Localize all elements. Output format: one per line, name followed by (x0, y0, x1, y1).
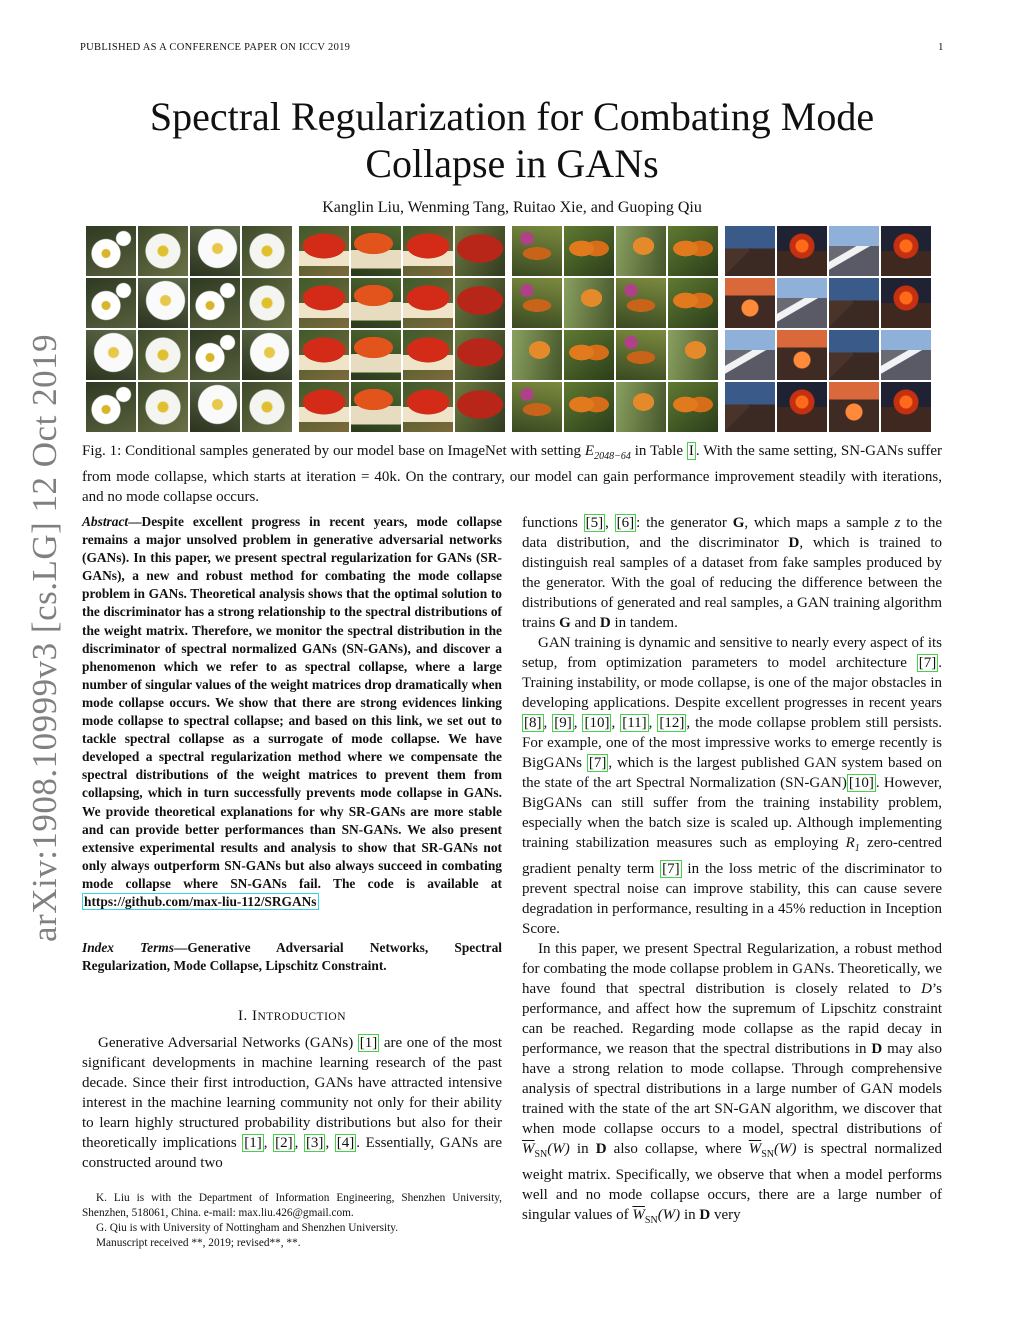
sample-image (564, 278, 614, 328)
citation-link[interactable]: [7] (918, 655, 937, 671)
math-symbol: R (845, 835, 855, 851)
sample-image (777, 330, 827, 380)
sample-image (881, 330, 931, 380)
text: in the loss metric of the discriminator to prevent spectral noise can improve stability, this can cause severe degradation in performance, resulting in a 45% reduction in Inception Score. (522, 861, 942, 937)
sample-image (138, 330, 188, 380)
sample-image (512, 278, 562, 328)
page-number: 1 (938, 41, 944, 53)
sample-image (829, 226, 879, 276)
sample-image (777, 278, 827, 328)
sample-image (403, 382, 453, 432)
text: and (570, 615, 600, 631)
sample-image (351, 226, 401, 276)
text: : the generator (636, 515, 733, 531)
text: ’s performance, and affect how the supremum of Lipschitz constraint can be reached. Regarding mode collapse as the rapid decay in performance, we reason that the spectral distributions in (522, 981, 942, 1057)
text: is spectral normalized weight matrix. Specifically, we observe that when a model performs well and no mode collapse occurs, there are a large number of singular values of (522, 1141, 943, 1223)
sample-image (725, 226, 775, 276)
citation-link[interactable]: [12] (659, 715, 685, 731)
sample-image (616, 278, 666, 328)
math-symbol: D (788, 535, 800, 551)
text: , which is the largest published GAN system based on the state of the art Spectral Normalization (SN-GAN) (522, 755, 942, 791)
running-head: PUBLISHED AS A CONFERENCE PAPER ON ICCV 2019 (80, 42, 351, 53)
caption-math (584, 443, 631, 462)
sample-image (242, 382, 292, 432)
sample-image (455, 278, 505, 328)
sample-image (512, 226, 562, 276)
caption-math-subscript: 2048−64 (594, 451, 631, 462)
citation-link[interactable]: [7] (662, 861, 680, 877)
text: , (648, 715, 658, 731)
footnote-affiliation-qiu: G. Qiu is with University of Nottingham and Shenzhen University. (96, 1222, 399, 1234)
citation-link[interactable]: [7] (588, 755, 607, 771)
sample-image (190, 278, 240, 328)
sample-image (403, 278, 453, 328)
math-wsn (632, 1207, 681, 1226)
sample-image (351, 382, 401, 432)
author-list: Kanglin Liu, Wenming Tang, Ruitao Xie, and Guoping Qiu (322, 199, 702, 216)
section-numeral: I. (237, 1008, 252, 1024)
sample-image (725, 330, 775, 380)
math-subscript: SN (644, 1215, 658, 1226)
sample-image (455, 330, 505, 380)
math-subscript: 1 (854, 843, 860, 854)
text: , (294, 1135, 304, 1151)
sample-image (86, 382, 136, 432)
text: zero-centred gradient penalty term (522, 835, 942, 877)
sample-image (668, 278, 718, 328)
math-symbol: D (921, 981, 932, 997)
text: , (263, 1135, 274, 1151)
index-terms (82, 939, 502, 975)
text: to the data distribution, and the discriminator (522, 515, 942, 551)
sample-image (138, 382, 188, 432)
sample-image (138, 226, 188, 276)
sample-image (86, 330, 136, 380)
math-symbol: z (894, 515, 901, 531)
text: , (605, 515, 615, 531)
math-symbol: $\overline{W}$ (748, 1141, 762, 1157)
text: may also have a strong relation to mode collapse. Through comprehensive analysis of spectral distributions in a large number of GAN models trained with the state of the art SN-GAN algorithm, we discover that when mode collapse occurs to a model, spectral distributions of (522, 1041, 942, 1137)
table-ref-link[interactable]: I (688, 443, 694, 459)
index-terms-body: —Generative Adversarial Networks, Spectral Regularization, Mode Collapse, Lipschitz Constraint. (82, 940, 503, 974)
text: , (573, 715, 583, 731)
sample-image (725, 278, 775, 328)
citation-link[interactable]: [3] (305, 1135, 324, 1151)
sample-image (190, 226, 240, 276)
sample-image (299, 330, 349, 380)
text: , the mode collapse problem still persists. For example, one of the most impressive works to emerge recently is BigGANs (522, 715, 943, 771)
citation-link[interactable]: [9] (554, 715, 572, 731)
math-r1 (845, 835, 860, 854)
figure-panel-mushroom (299, 226, 505, 432)
caption-text: Fig. 1: Conditional samples generated by our model base on ImageNet with setting (82, 443, 585, 459)
sample-image (190, 382, 240, 432)
sample-image (668, 226, 718, 276)
citation-link[interactable]: [5] (585, 515, 604, 531)
paragraph-this-paper (522, 939, 942, 1231)
paper-title (100, 93, 924, 187)
sample-image (455, 226, 505, 276)
caption-math-symbol: E (584, 443, 595, 459)
text: in tandem. (610, 615, 678, 631)
math-subscript: SN (534, 1149, 548, 1160)
sample-image (777, 226, 827, 276)
sample-image (881, 278, 931, 328)
sample-image (829, 278, 879, 328)
sample-image (242, 278, 292, 328)
sample-image (829, 330, 879, 380)
section-smallcaps: NTRODUCTION (257, 1011, 347, 1023)
text: in (569, 1141, 596, 1157)
text: Generative Adversarial Networks (GANs) (98, 1035, 358, 1051)
caption-text: . With the same setting, SN-GANs suffer from mode collapse, which starts at iteration = 40k. On the contrary, our model can gain performance improvement steadily with iterations, and no mode collapse occurs. (82, 443, 943, 505)
sample-image (138, 278, 188, 328)
math-argument: (W) (774, 1141, 797, 1157)
math-symbol: D (871, 1041, 883, 1057)
math-wsn (748, 1141, 797, 1160)
sample-image (616, 226, 666, 276)
sample-image (403, 330, 453, 380)
sample-image (299, 278, 349, 328)
abstract-body: —Despite excellent progress in recent years, mode collapse remains a major unsolved problem in generative adversarial networks (GANs). In this paper, we present spectral regularization for GANs (SR-GANs), a new and robust method for combating the mode collapse problem in GANs. Theoretical analysis shows that the optimal solution to the discriminator has a strong relationship to the spectral distributions of the weight matrix. Therefore, we monitor the spectral distribution in the discriminator of spectral normalized GANs (SN-GANs), and discover a phenomenon which we refer to as spectral collapse, where a large number of singular values of the weight matrices drop dramatically when mode collapse occurs. We show that there are strong evidences linking mode collapse to spectral collapse; and based on this link, we set out to tackle spectral collapse as a surrogate of mode collapse. We have developed a spectral regularization method where we compensate the spectral distributions of the weight matrices to prevent them from collapsing, which in turn successfully prevents mode collapse in GANs. We provide theoretical explanations for why SR-GANs are more stable and can provide better performances than SN-GANs. We also present extensive experimental results and analysis to show that SR-GANs not only always outperform SN-GANs but also always succeed in combating mode collapse where SN-GANs fail. The code is available at (82, 514, 502, 891)
text: In this paper, we present Spectral Regularization, a robust method for combating the mode collapse problem in GANs. Theoretically, we have found that spectral distribution is closely related to (522, 941, 942, 997)
sample-image (190, 330, 240, 380)
sample-image (829, 382, 879, 432)
citation-link[interactable]: [11] (622, 715, 647, 731)
text: , which is trained to distinguish real samples of a dataset from fake samples produced by the generator. With the goal of reducing the difference between the distributions of generated and real samples, a GAN training algorithm trains (522, 535, 942, 631)
sample-image (351, 330, 401, 380)
intro-paragraph (82, 1033, 502, 1173)
figure-panel-butterfly (512, 226, 718, 432)
math-symbol: G (732, 515, 745, 531)
sample-image (616, 382, 666, 432)
text: , (611, 715, 621, 731)
abstract (82, 513, 502, 911)
math-symbol: G (559, 615, 571, 631)
sample-image (668, 382, 718, 432)
math-symbol: $\overline{W}$ (522, 1141, 535, 1157)
right-column (522, 513, 942, 1231)
title-line-2: Collapse in GANs (365, 141, 659, 186)
math-symbol: D (699, 1207, 711, 1223)
sample-image (86, 226, 136, 276)
citation-link[interactable]: [10] (584, 715, 610, 731)
sample-image (242, 330, 292, 380)
math-subscript: SN (761, 1149, 775, 1160)
text: . However, BigGANs can still suffer from the training instability problem, especially when the batch size is scaled up. Although implementing training stabilization measures such as employing (522, 775, 942, 851)
citation-link[interactable]: [4] (336, 1135, 355, 1151)
sample-image (512, 330, 562, 380)
sample-image (881, 226, 931, 276)
sample-image (351, 278, 401, 328)
text: , (325, 1135, 335, 1151)
section-initial: I (251, 1008, 258, 1024)
paragraph-functions (522, 513, 942, 633)
math-wsn (522, 1141, 570, 1160)
paragraph-gan-training (522, 633, 942, 939)
text: , (543, 715, 553, 731)
text: , which maps a sample (744, 515, 895, 531)
arxiv-stamp: arXiv:1908.10999v3 [cs.LG] 12 Oct 2019 (25, 333, 64, 942)
figure-caption (82, 441, 942, 507)
citation-link[interactable]: [2] (275, 1135, 293, 1151)
sample-image (512, 382, 562, 432)
caption-text: in Table (630, 443, 687, 459)
citation-link[interactable]: [1] (359, 1035, 378, 1051)
sample-image (299, 382, 349, 432)
footnotes (82, 1191, 502, 1251)
sample-image (455, 382, 505, 432)
sample-image (616, 330, 666, 380)
math-symbol: $\overline{W}$ (632, 1207, 645, 1223)
citation-link[interactable]: [1] (244, 1135, 262, 1151)
citation-link[interactable]: [6] (616, 515, 635, 531)
figure-panel-volcano (725, 226, 931, 432)
footnote-affiliation-liu: K. Liu is with the Department of Information Engineering, Shenzhen University, Shenzhen, 518061, China. e-mail: max.liu.426@gmail.com. (82, 1192, 502, 1219)
figure-panel-daisy (86, 226, 292, 432)
sample-image (299, 226, 349, 276)
sample-image (403, 226, 453, 276)
title-line-1: Spectral Regularization for Combating Mode (149, 94, 875, 139)
text: . Training instability, or mode collapse, is one of the major obstacles in developing applications. Despite excellent progresses in recent years (522, 655, 942, 711)
text: also collapse, where (606, 1141, 749, 1157)
sample-image (725, 382, 775, 432)
sample-image (564, 330, 614, 380)
footnote-manuscript: Manuscript received **, 2019; revised**, **. (96, 1237, 301, 1249)
sample-image (564, 382, 614, 432)
citation-link[interactable]: [8] (524, 715, 542, 731)
text: . Essentially, GANs are constructed around two (82, 1135, 502, 1171)
text: are one of the most significant developments in machine learning research of the past decade. Since their first introduction, GANs have attracted intensive interest in the machine learning community not only for their ability to learn highly structured probability distributions but also for their theoretically implications (82, 1035, 502, 1151)
section-heading-introduction (82, 1008, 502, 1025)
abstract-lead: Abstract (82, 514, 129, 529)
math-symbol: D (595, 1141, 607, 1157)
math-symbol: D (599, 615, 611, 631)
text: functions (522, 515, 584, 531)
sample-image (86, 278, 136, 328)
text: GAN training is dynamic and sensitive to nearly every aspect of its setup, from optimization parameters to model architecture (522, 635, 942, 671)
text: in (680, 1207, 700, 1223)
sample-image (668, 330, 718, 380)
sample-image (777, 382, 827, 432)
intro-text (82, 1033, 502, 1173)
math-argument: (W) (657, 1207, 681, 1223)
sample-image (242, 226, 292, 276)
index-terms-lead: Index Terms (82, 940, 174, 955)
citation-link[interactable]: [10] (848, 775, 874, 791)
math-argument: (W) (547, 1141, 570, 1157)
sample-image (564, 226, 614, 276)
code-link[interactable]: https://github.com/max-liu-112/SRGANs (84, 893, 317, 909)
sample-image (881, 382, 931, 432)
text: very (710, 1207, 741, 1223)
